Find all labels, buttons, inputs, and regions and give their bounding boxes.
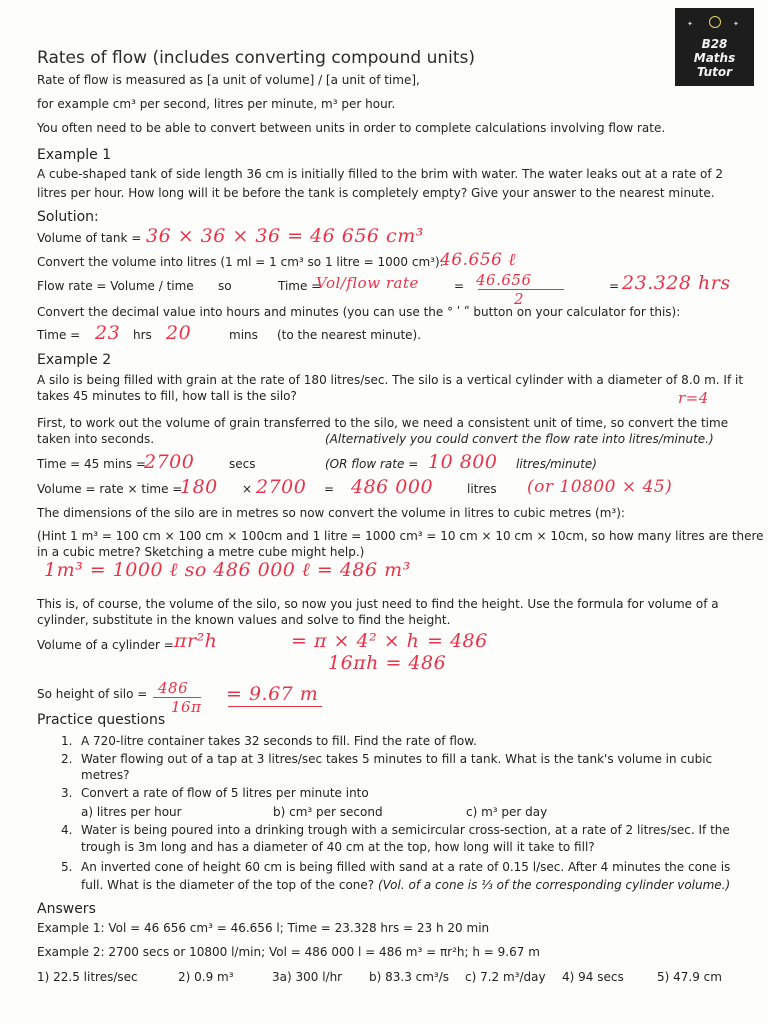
time-hours-working: 23.328 hrs — [622, 272, 731, 294]
practice-q1: 1. A 720-litre container takes 32 seconds to fill. Find the rate of flow. — [61, 734, 477, 748]
dimensions-line: The dimensions of the silo are in metres so now convert the volume in litres to cubic metres (m³): — [37, 506, 625, 520]
answer-2: 2) 0.9 m³ — [178, 970, 234, 984]
practice-q5-continued: full. What is the diameter of the top of the cone? (Vol. of a cone is ⅓ of the corresponding cylinder volume.) — [81, 878, 731, 892]
litres-per-minute-answer: 10 800 — [428, 451, 498, 473]
height-step-line-2: cylinder, substitute in the known values and solve to find the height. — [37, 613, 451, 627]
logo-line-1: B28 — [701, 37, 728, 51]
practice-q3a: a) litres per hour — [81, 805, 182, 819]
height-answer: = 9.67 m — [226, 683, 319, 705]
example-1-heading: Example 1 — [37, 147, 112, 163]
example-1-question-line-2: litres per hour. How long will it be before the tank is completely empty? Give your answer to the nearest minute. — [37, 186, 715, 200]
equals-sign: = — [324, 482, 335, 496]
first-step-line-1: First, to work out the volume of grain transferred to the silo, we need a consistent unit of time, so convert the time — [37, 416, 729, 430]
sparkle-icon: ✦ — [687, 20, 693, 28]
answer-5: 5) 47.9 cm — [657, 970, 722, 984]
answer-1: 1) 22.5 litres/sec — [37, 970, 138, 984]
height-underline — [228, 706, 322, 707]
time-working: 2700 — [256, 476, 307, 498]
sparkle-icon: ✦ — [733, 20, 739, 28]
answer-3a: 3a) 300 l/hr — [272, 970, 343, 984]
alternative-volume-working: (or 10800 × 45) — [527, 477, 673, 497]
example-2-heading: Example 2 — [37, 352, 112, 368]
lightbulb-icon — [709, 16, 721, 28]
practice-q3c: c) m³ per day — [466, 805, 548, 819]
volume-litres-answer: 486 000 — [351, 476, 434, 498]
secs-label: secs — [229, 457, 256, 471]
height-step-line-1: This is, of course, the volume of the silo, so now you just need to find the height. Use the formula for volume of a — [37, 597, 719, 611]
litres-label: litres — [467, 482, 497, 496]
flow-time-label: Time = — [278, 279, 322, 293]
intro-line-3: You often need to be able to convert between units in order to complete calculations involving flow rate. — [37, 121, 666, 135]
intro-line-2: for example cm³ per second, litres per minute, m³ per hour. — [37, 97, 396, 111]
answer-example-1: Example 1: Vol = 46 656 cm³ = 46.656 l; Time = 23.328 hrs = 23 h 20 min — [37, 921, 490, 935]
practice-q3: 3. Convert a rate of flow of 5 litres per minute into — [61, 786, 369, 800]
mins-label: mins — [229, 328, 258, 342]
cylinder-formula: πr²h — [174, 630, 218, 652]
cylinder-substitution: = π × 4² × h — [291, 630, 420, 652]
volume-of-tank-label: Volume of tank = — [37, 231, 142, 245]
alternative-note: (Alternatively you could convert the flow rate into litres/minute.) — [325, 432, 714, 446]
height-of-silo-label: So height of silo = — [37, 687, 148, 701]
b28-logo — [675, 8, 754, 86]
time-formula-working: Vol/flow rate — [316, 274, 419, 292]
hours-answer: 23 — [95, 322, 121, 344]
height-numerator: 486 — [158, 679, 189, 697]
time-45-mins-label: Time = 45 mins = — [37, 457, 146, 471]
division-denominator: 2 — [514, 290, 525, 308]
nearest-minute-note: (to the nearest minute). — [277, 328, 422, 342]
logo-line-3: Tutor — [696, 65, 733, 79]
flow-equals-1: = — [454, 279, 465, 293]
practice-q5: 5. An inverted cone of height 60 cm is being filled with sand at a rate of 0.15 l/sec. After 4 minutes the cone is — [61, 860, 731, 874]
practice-q2-continued: metres? — [81, 768, 130, 782]
hint-line-2: in a cubic metre? Sketching a metre cube might help.) — [37, 545, 365, 559]
radius-note: r=4 — [678, 389, 709, 407]
volume-of-tank-working: 36 × 36 × 36 = 46 656 cm³ — [146, 225, 424, 247]
answers-heading: Answers — [37, 901, 96, 917]
intro-line-1: Rate of flow is measured as [a unit of volume] / [a unit of time], — [37, 73, 420, 87]
minutes-answer: 20 — [166, 322, 192, 344]
first-step-line-2: taken into seconds. — [37, 432, 155, 446]
flow-rate-formula: Flow rate = Volume / time — [37, 279, 194, 293]
cylinder-equals-486: = 486 — [427, 630, 488, 652]
hrs-label: hrs — [133, 328, 152, 342]
litres-per-minute-label: litres/minute) — [516, 457, 597, 471]
example-2-question-line-1: A silo is being filled with grain at the rate of 180 litres/sec. The silo is a vertical cylinder with a diameter of 8.0 m. If it — [37, 373, 744, 387]
cylinder-equation: 16πh = 486 — [328, 652, 447, 674]
practice-q4-continued: trough is 3m long and has a diameter of 40 cm at the top, how long will it take to fill? — [81, 840, 595, 854]
example-2-question-line-2: takes 45 minutes to fill, how tall is the silo? — [37, 389, 297, 403]
flow-equals-2: = — [609, 279, 620, 293]
practice-heading: Practice questions — [37, 712, 166, 728]
division-numerator: 46.656 — [476, 271, 532, 289]
or-flow-rate-label: (OR flow rate = — [325, 457, 419, 471]
cylinder-volume-label: Volume of a cylinder = — [37, 638, 174, 652]
logo-line-2: Maths — [693, 51, 736, 65]
rate-working: 180 — [180, 476, 218, 498]
hint-line-1: (Hint 1 m³ = 100 cm × 100 cm × 100cm and 1 litre = 1000 cm³ = 10 cm × 10 cm × 10cm, so how many litres are there — [37, 529, 764, 543]
flow-so: so — [218, 279, 232, 293]
time-label: Time = — [37, 328, 81, 342]
practice-q2: 2. Water flowing out of a tap at 3 litres/sec takes 5 minutes to fill a tank. What is the tank's volume in cubic — [61, 752, 713, 766]
page-title: Rates of flow (includes converting compound units) — [37, 48, 475, 68]
practice-q3b: b) cm³ per second — [273, 805, 383, 819]
height-denominator: 16π — [171, 698, 202, 716]
answer-3b: b) 83.3 cm³/s — [369, 970, 450, 984]
answer-example-2: Example 2: 2700 secs or 10800 l/min; Vol = 486 000 l = 486 m³ = πr²h; h = 9.67 m — [37, 945, 540, 959]
solution-heading: Solution: — [37, 209, 99, 225]
example-1-question-line-1: A cube-shaped tank of side length 36 cm is initially filled to the brim with water. The water leaks out at a rate of 2 — [37, 167, 724, 181]
times-sign: × — [242, 482, 253, 496]
cubic-metre-working: 1m³ = 1000 ℓ so 486 000 ℓ = 486 m³ — [44, 559, 411, 581]
decimal-conversion-line: Convert the decimal value into hours and minutes (you can use the ° ʹ ʺ button on your calculator for this): — [37, 305, 681, 319]
practice-q4: 4. Water is being poured into a drinking trough with a semicircular cross-section, at a rate of 2 litres/sec. If the — [61, 823, 730, 837]
convert-litres-label: Convert the volume into litres (1 ml = 1 cm³ so 1 litre = 1000 cm³): — [37, 255, 444, 269]
volume-litres-working: 46.656 ℓ — [440, 250, 516, 270]
answer-3c: c) 7.2 m³/day — [465, 970, 546, 984]
seconds-answer: 2700 — [144, 451, 195, 473]
answer-4: 4) 94 secs — [562, 970, 624, 984]
volume-rate-time-label: Volume = rate × time = — [37, 482, 183, 496]
